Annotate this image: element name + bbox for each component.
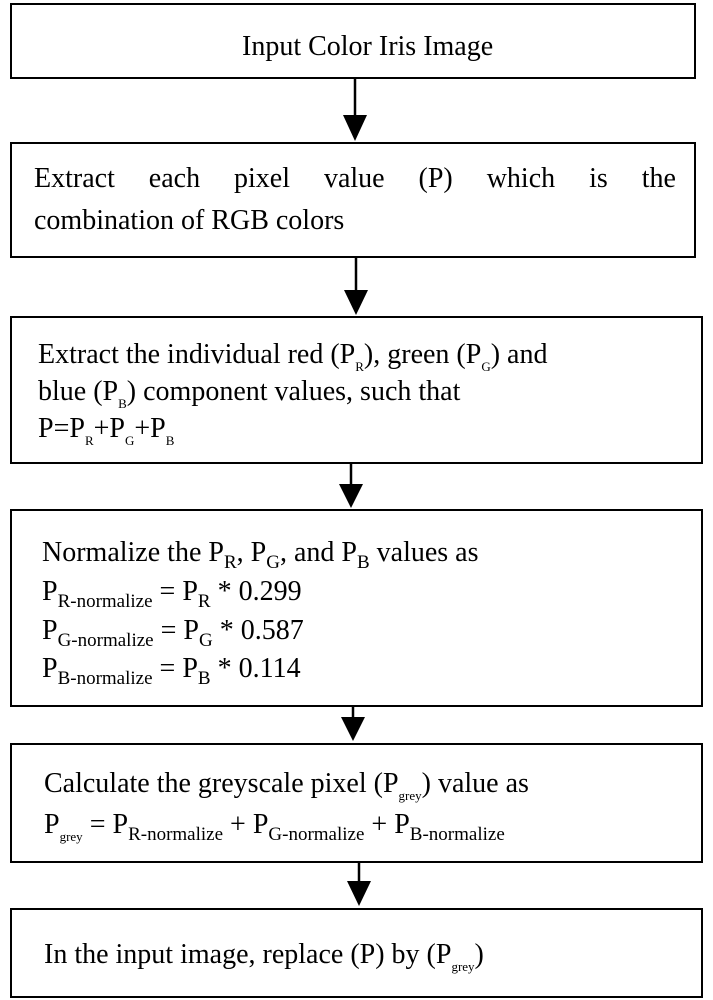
word: the [641, 163, 676, 194]
text: ), green (P [363, 339, 482, 370]
text: ) and [490, 339, 548, 370]
text: +P [93, 413, 125, 444]
subscript: R-normalize [57, 591, 153, 612]
text: Calculate the greyscale pixel (P [44, 768, 399, 799]
text: P [42, 653, 58, 684]
text: * 0.587 [212, 615, 304, 646]
subscript: R [197, 591, 211, 612]
subscript: grey [451, 959, 475, 974]
subscript: B [356, 552, 370, 573]
word: each [148, 163, 201, 194]
step-input-box [10, 3, 696, 79]
text: P=P [38, 413, 85, 444]
text: ) value as [421, 768, 529, 799]
text: = P [82, 809, 129, 840]
subscript: R [355, 359, 364, 374]
word: Extract [34, 163, 115, 194]
step-normalize-box [10, 509, 703, 707]
word: pixel [234, 163, 291, 194]
text: * 0.114 [210, 653, 301, 684]
text: blue (P [38, 376, 119, 407]
step-replace-box [10, 908, 703, 998]
step-extract-components-box [10, 316, 703, 464]
text: P [44, 809, 60, 840]
step-greyscale-line2 [44, 808, 505, 846]
subscript: G [124, 433, 135, 448]
step-extract-pixel-box [10, 142, 696, 258]
step-input-text: Input Color Iris Image [242, 31, 494, 62]
subscript: B [197, 668, 211, 689]
subscript: G-normalize [268, 824, 365, 845]
word: which [486, 163, 556, 194]
subscript: G [481, 359, 491, 374]
step-greyscale-box [10, 743, 703, 863]
word: is [589, 163, 608, 194]
text: Normalize the P [42, 537, 224, 568]
subscript: grey [398, 788, 422, 803]
subscript: B-normalize [409, 824, 505, 845]
step-extract-components-line1 [38, 338, 547, 376]
subscript: G [198, 630, 213, 651]
text: , P [236, 537, 267, 568]
subscript: B-normalize [57, 668, 153, 689]
step-greyscale-line1 [44, 767, 529, 805]
subscript: R [84, 433, 94, 448]
text: = P [152, 576, 198, 607]
step-extract-pixel-line1 [34, 162, 676, 196]
step-extract-components-line3 [38, 412, 174, 450]
subscript: G [266, 552, 280, 573]
text: ) [474, 939, 484, 970]
text: Extract the individual red (P [38, 339, 356, 370]
text: + P [223, 809, 269, 840]
step-extract-components-line2 [38, 375, 460, 413]
subscript: R-normalize [128, 824, 224, 845]
arrow-1 [335, 79, 375, 149]
word: (P) [418, 163, 453, 194]
step-extract-pixel-line2: combination of RGB colors [34, 205, 345, 236]
subscript: G-normalize [57, 630, 154, 651]
text: * 0.299 [210, 576, 302, 607]
subscript: grey [59, 829, 83, 844]
text: + P [364, 809, 410, 840]
text: = P [152, 653, 198, 684]
text: +P [134, 413, 166, 444]
text: , and P [279, 537, 357, 568]
subscript: B [118, 396, 127, 411]
text: In the input image, replace (P) by (P [44, 939, 452, 970]
text: = P [153, 615, 199, 646]
text: ) component values, such that [126, 376, 461, 407]
step-normalize-line1 [42, 536, 479, 573]
subscript: B [165, 433, 175, 448]
text: P [42, 576, 58, 607]
text: values as [369, 537, 479, 568]
step-replace-text [44, 938, 484, 976]
word: value [323, 163, 385, 194]
step-normalize-red [42, 575, 302, 612]
text: P [42, 615, 58, 646]
step-normalize-green [42, 614, 304, 651]
subscript: R [223, 552, 237, 573]
step-normalize-blue [42, 652, 301, 689]
